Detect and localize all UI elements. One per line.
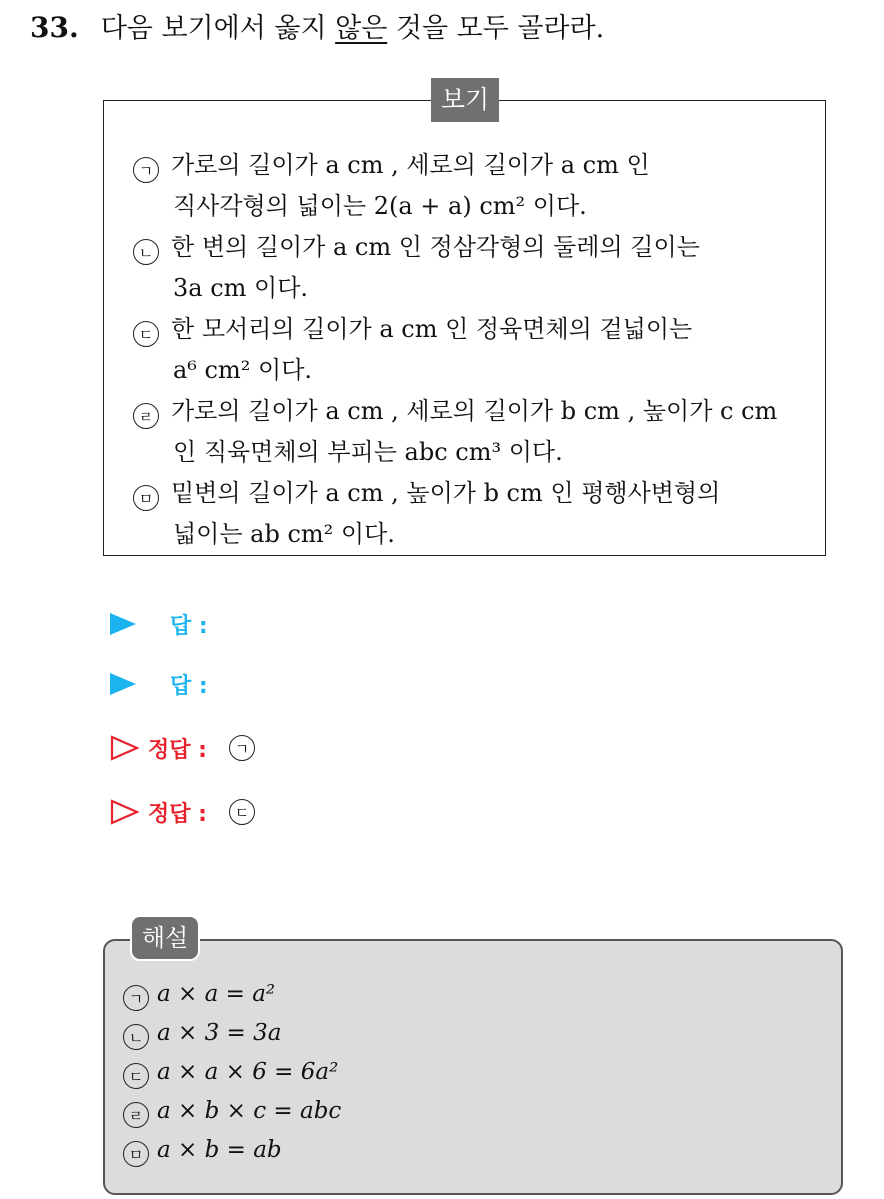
bogi-item	[133, 309, 813, 391]
bogi-item	[133, 145, 813, 227]
explanation-item	[123, 1131, 341, 1170]
question-number: 33.	[30, 11, 79, 44]
circled-mark: ㅁ	[123, 1141, 149, 1167]
bogi-list	[133, 145, 813, 555]
filled-triangle-icon	[110, 613, 136, 635]
correct-answer-mark: ㄱ	[229, 735, 255, 761]
bogi-item	[133, 391, 813, 473]
correct-row-1	[110, 728, 267, 768]
explanation-expr: a × b × c = abc	[157, 1098, 342, 1124]
bogi-item	[133, 227, 813, 309]
circled-mark: ㄴ	[133, 239, 159, 265]
bogi-item-line1: 밑변의 길이가 a cm , 높이가 b cm 인 평행사변형의	[171, 479, 721, 507]
question-text	[101, 13, 604, 44]
answer-row-1	[110, 604, 208, 644]
circled-mark: ㄷ	[133, 321, 159, 347]
bogi-item-line2: 인 직육면체의 부피는 abc cm³ 이다.	[173, 438, 563, 466]
explanation-item	[123, 1014, 341, 1053]
explanation-expr: a × b = ab	[157, 1137, 282, 1163]
bogi-item-line1: 가로의 길이가 a cm , 세로의 길이가 a cm 인	[171, 151, 650, 179]
explanation-expr: a × 3 = 3a	[157, 1020, 282, 1046]
question-text-before: 다음 보기에서 옳지	[100, 13, 336, 44]
circled-mark: ㄱ	[133, 157, 159, 183]
bogi-item-line1: 가로의 길이가 a cm , 세로의 길이가 b cm , 높이가 c cm	[171, 397, 778, 425]
circled-mark: ㄷ	[123, 1063, 149, 1089]
circled-mark: ㅁ	[133, 485, 159, 511]
bogi-item-line2: 넓이는 ab cm² 이다.	[173, 520, 395, 548]
explanation-expr: a × a = a²	[157, 981, 276, 1007]
outline-triangle-icon	[110, 799, 140, 825]
correct-label: 정답 :	[148, 737, 207, 763]
circled-mark: ㄹ	[123, 1102, 149, 1128]
question-text-underlined: 않은	[335, 13, 388, 44]
circled-mark: ㄴ	[123, 1024, 149, 1050]
outline-triangle-icon	[110, 735, 140, 761]
correct-label: 정답 :	[148, 801, 207, 827]
bogi-item-line2: 3a cm 이다.	[173, 274, 309, 302]
answer-label: 답 :	[170, 613, 208, 639]
explanation-item	[123, 1053, 341, 1092]
filled-triangle-icon	[110, 673, 136, 695]
bogi-item-line1: 한 모서리의 길이가 a cm 인 정육면체의 겉넓이는	[171, 315, 693, 343]
circled-mark: ㄱ	[123, 985, 149, 1011]
explanation-list	[123, 975, 341, 1170]
bogi-item-line1: 한 변의 길이가 a cm 인 정삼각형의 둘레의 길이는	[171, 233, 700, 261]
circled-mark: ㄹ	[133, 403, 159, 429]
answer-row-2	[110, 664, 208, 704]
answer-label: 답 :	[170, 673, 208, 699]
bogi-item-line2: 직사각형의 넓이는 2(a + a) cm² 이다.	[173, 192, 587, 220]
correct-row-2	[110, 792, 267, 832]
explanation-expr: a × a × 6 = 6a²	[157, 1059, 339, 1085]
bogi-item-line2: a⁶ cm² 이다.	[173, 356, 313, 384]
explanation-item	[123, 975, 341, 1014]
bogi-item	[133, 473, 813, 555]
correct-answer-mark: ㄷ	[229, 799, 255, 825]
question-header	[30, 10, 604, 47]
bogi-tag: 보기	[431, 78, 499, 122]
explanation-tag: 해설	[130, 915, 200, 961]
explanation-item	[123, 1092, 341, 1131]
question-text-after: 것을 모두 골라라.	[387, 13, 605, 44]
